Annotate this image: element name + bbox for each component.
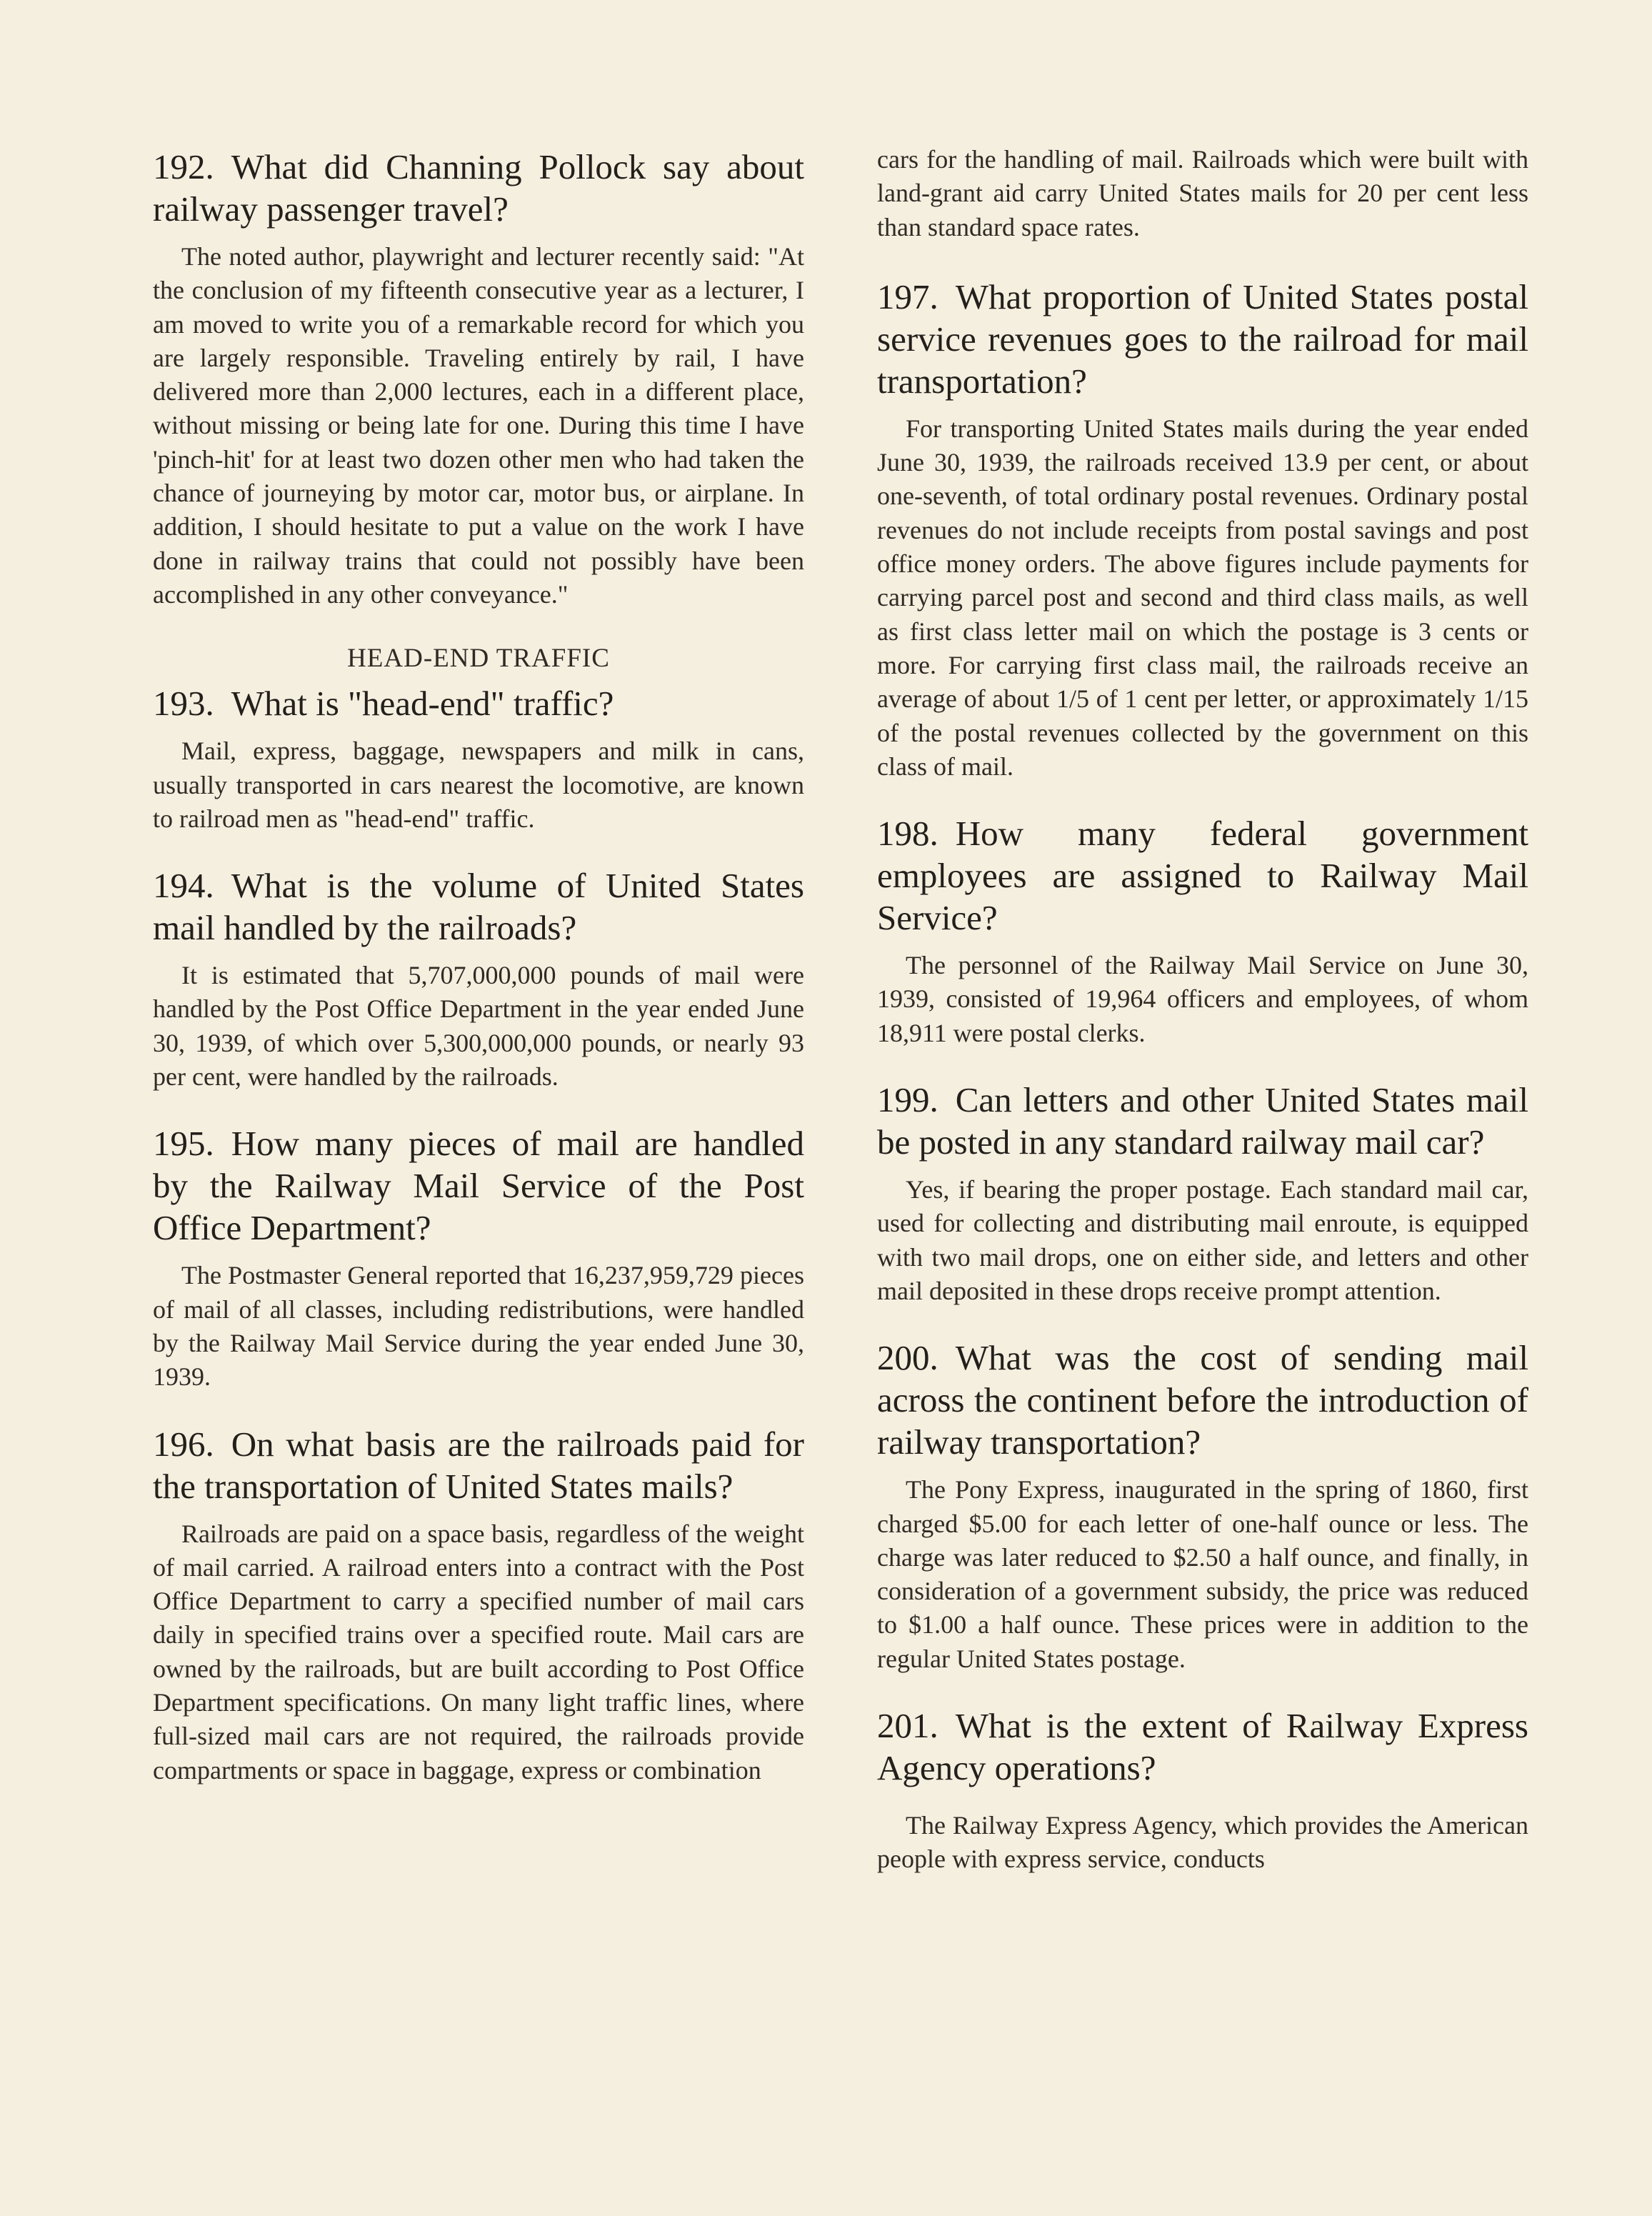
- answer-198: The personnel of the Railway Mail Service on June 30, 1939, consisted of 19,964 officers and employees, of whom 18,911 were postal clerks.: [877, 951, 1528, 1047]
- qa-192: [153, 146, 804, 612]
- answer-192: The noted author, playwright and lecturer recently said: "At the conclusion of my fifteenth consecutive year as a lecturer, I am moved to write you of a remarkable record for which you are largely responsible. Traveling entirely by rail, I have delivered more than 2,000 lectures, each in a different place, without missing or being late for one. During this time I have 'pinch-hit' for at least two dozen other men who had taken the chance of journeying by motor car, motor bus, or airplane. In addition, I should hesitate to put a value on the work I have done in railway trains that could not possibly have been accomplished in any other conveyance.": [153, 242, 804, 609]
- answer-197: For transporting United States mails during the year ended June 30, 1939, the railroads received 13.9 per cent, or about one-seventh, of total ordinary postal revenues. Ordinary postal revenues do not include receipts from postal savings and post office money orders. The above figures include payments for carrying parcel post and second and third class mails, as well as first class letter mail on which the postage is 3 cents or more. For carrying first class mail, the railroads receive an average of about 1/5 of 1 cent per letter, or approximately 1/15 of the postal revenues collected by the government on this class of mail.: [877, 414, 1528, 781]
- question-number: 196.: [153, 1424, 214, 1464]
- question-text: Can letters and other United States mail be posted in any standard railway mail car?: [877, 1080, 1528, 1162]
- answer-196: Railroads are paid on a space basis, regardless of the weight of mail carried. A railroad enters into a contract with the Post Office Department to carry a specified number of mail cars daily in specified trains over a specified route. Mail cars are owned by the railroads, but are built according to Post Office Department specifications. On many light traffic lines, where full-sized mail cars are not required, the railroads provide compartments or space in baggage, express or combination: [153, 1519, 804, 1785]
- question-number: 200.: [877, 1338, 938, 1378]
- qa-197: [877, 276, 1528, 784]
- question-text: What is "head-end" traffic?: [231, 684, 614, 724]
- qa-200: [877, 1337, 1528, 1676]
- question-number: 199.: [877, 1080, 938, 1120]
- question-number: 194.: [153, 866, 214, 906]
- question-text: How many pieces of mail are handled by the Railway Mail Service of the Post Office Department?: [153, 1124, 804, 1248]
- question-195: [153, 1122, 804, 1249]
- qa-199: [877, 1079, 1528, 1308]
- question-194: [153, 864, 804, 949]
- question-number: 201.: [877, 1706, 938, 1746]
- question-text: How many federal government employees are assigned to Railway Mail Service?: [877, 814, 1528, 938]
- answer-201: The Railway Express Agency, which provides the American people with express service, conducts: [877, 1811, 1528, 1874]
- qa-198: [877, 812, 1528, 1050]
- question-number: 193.: [153, 684, 214, 724]
- question-196: [153, 1423, 804, 1507]
- question-text: What is the volume of United States mail handled by the railroads?: [153, 866, 804, 948]
- qa-196: [153, 1423, 804, 1787]
- qa-194: [153, 864, 804, 1094]
- question-number: 192.: [153, 147, 214, 186]
- question-text: On what basis are the railroads paid for the transportation of United States mails?: [153, 1424, 804, 1506]
- left-column: [153, 143, 804, 1787]
- section-heading: HEAD-END TRAFFIC: [347, 644, 610, 674]
- question-number: 198.: [877, 814, 938, 854]
- question-text: What proportion of United States postal service revenues goes to the railroad for mail transportation?: [877, 276, 1528, 401]
- answer-194: It is estimated that 5,707,000,000 pounds of mail were handled by the Post Office Department in the year ended June 30, 1939, of which over 5,300,000,000 pounds, or nearly 93 per cent, were handled by the railroads.: [153, 961, 804, 1092]
- question-192: [153, 146, 804, 230]
- answer-196-continued: cars for the handling of mail. Railroads which were built with land-grant aid carry United States mails for 20 per cent less than standard space rates.: [877, 145, 1528, 241]
- question-number: 197.: [877, 276, 938, 316]
- qa-193: [153, 682, 804, 836]
- answer-199: Yes, if bearing the proper postage. Each standard mail car, used for collecting and distributing mail enroute, is equipped with two mail drops, one on either side, and letters and other mail deposited in these drops receive prompt attention.: [877, 1175, 1528, 1305]
- question-193: [153, 682, 804, 724]
- qa-195: [153, 1122, 804, 1394]
- question-201: [877, 1705, 1528, 1789]
- question-text: What did Channing Pollock say about railway passenger travel?: [153, 147, 804, 229]
- answer-195: The Postmaster General reported that 16,237,959,729 pieces of mail of all classes, including redistributions, were handled by the Railway Mail Service during the year ended June 30, 1939.: [153, 1261, 804, 1392]
- question-200: [877, 1337, 1528, 1463]
- question-text: What was the cost of sending mail across the continent before the introduction of railway transportation?: [877, 1338, 1528, 1462]
- answer-193: Mail, express, baggage, newspapers and milk in cans, usually transported in cars nearest the locomotive, are known to railroad men as "head-end" traffic.: [153, 737, 804, 833]
- question-197: [877, 276, 1528, 402]
- right-column: [877, 143, 1528, 1877]
- question-198: [877, 812, 1528, 939]
- question-number: 195.: [153, 1124, 214, 1164]
- question-199: [877, 1079, 1528, 1163]
- question-text: What is the extent of Railway Express Agency operations?: [877, 1706, 1528, 1788]
- qa-201: [877, 1705, 1528, 1877]
- answer-200: The Pony Express, inaugurated in the spring of 1860, first charged $5.00 for each letter of one-half ounce or less. The charge was later reduced to $2.50 a half ounce, and finally, in consideration of a government subsidy, the price was reduced to $1.00 a half ounce. These prices were in addition to the regular United States postage.: [877, 1475, 1528, 1673]
